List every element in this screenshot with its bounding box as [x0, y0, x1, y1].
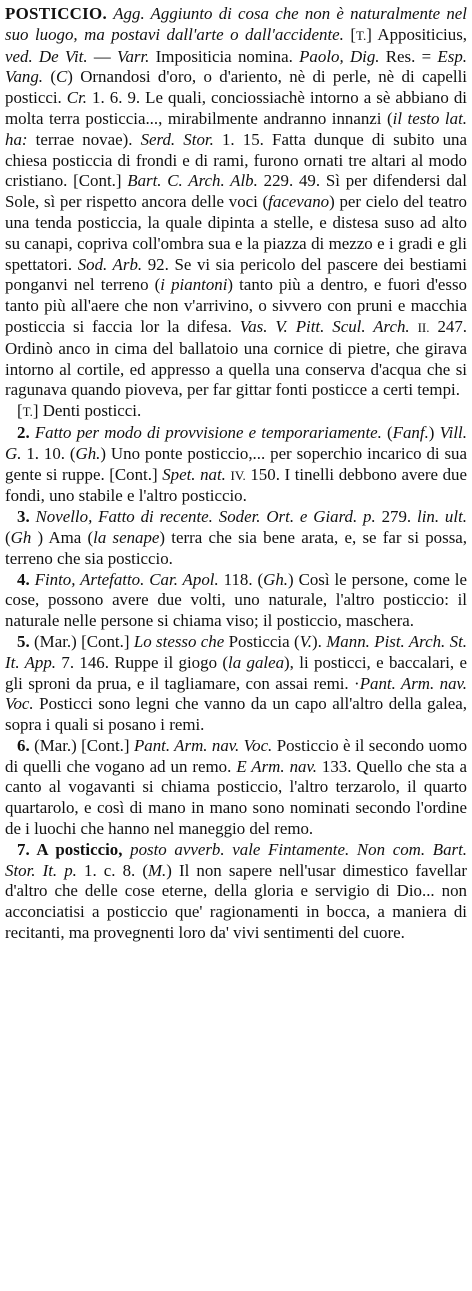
entry-sense-4: 4. Finto, Artefatto. Car. Apol. 118. (Gh.) Così le persone, come le cose, possono avere due volti, uno naturale, l'altro posticcio: il naturale nelle persone si chiama viso; il posticcio, maschera. [5, 569, 468, 631]
entry-sense-6: 6. (Mar.) [Cont.] Pant. Arm. nav. Voc. Posticcio è il secondo uomo di quelli che vogano ad un remo. E Arm. nav. 133. Quello che sta a canto al vogavanti si chiama posticcio, l'altro terzarolo, il quarto quartarolo, e così di mano in mano sono nominati secondo l'ordine de i luochi che hanno nel maneggio del remo. [5, 735, 468, 839]
entry-sense-7: 7. A posticcio, posto avverb. vale Fintamente. Non com. Bart. Stor. It. p. 1. c. 8. (M.) Il non sapere nell'usar dimestico favellar d'altro che delle cose eterne, della gloria e servigio di Dio... non acconciatisi a posticcio que' ragionamenti in bocca, a maniera di recitanti, ma provegnenti loro da' vivi sentimenti del cuore. [5, 839, 467, 943]
entry-sense-3: 3. Novello, Fatto di recente. Soder. Ort. e Giard. p. 279. lin. ult. (Gh ) Ama (la senape) terra che sia bene arata, e, se far si possa, terreno che sia posticcio. [5, 507, 467, 568]
entry-sense-2: 2. Fatto per modo di provvisione e temporariamente. (Fanf.) Vill. G. 1. 10. (Gh.) Uno ponte posticcio,... per soperchio incarico di sua gente si ruppe. [Cont.] Spet. nat. IV. 150. I tinelli debbono avere due fondi, uno stabile e l'altro posticcio. [5, 422, 467, 506]
entry-definition-main: POSTICCIO. Agg. Aggiunto di cosa che non è naturalmente nel suo luogo, ma postavi dall'arte o dall'accidente. [T.] Appositicius, ved. De Vit. — Varr. Impositicia nomina. Paolo, Dig. Res. = Esp. Vang. (C) Ornandosi d'oro, o d'ariento, nè di perle, nè di capelli posticci. Cr. 1. 6. 9. Le quali, conciossiachè intorno a sè abbiano di molta terra posticcia..., mirabilmente andranno innanzi (il testo lat. ha: terrae novae). Serd. Stor. 1. 15. Fatta dunque di subito una chiesa posticcia di frondi e di rami, furono ornati tre altari al modo cristiano. [Cont.] Bart. C. Arch. Alb. 229. 49. Sì per difendersi dal Sole, sì per rispetto ancora delle voci (facevano) per cielo del teatro una tenda posticcia, la quale dipinta a stelle, e distesa suso ad alto su canapi, copriva coll'ombra sua e la piazza di mezzo e i gradi e gli spettatori. Sod. Arb. 92. Se vi sia pericolo del pascere dei bestiami ponganvi nel terreno (i piantoni) tanto più a dentro, e fuori d'esso tanto più all'aere che non v'arrivino, o sivvero con pruni e macchia posticcia si faccia lor la difesa. Vas. V. Pitt. Scul. Arch. II. 247. Ordinò anco in cima del ballatoio una cornice di pietre, che girava intorno al cortile, ed appresso a quella una conserva d'acqua che si ragunava quando pioveva, per far gittar fonti posticce a certi tempi. [5, 4, 468, 400]
entry-sense-5: 5. (Mar.) [Cont.] Lo stesso che Posticcia (V.). Mann. Pist. Arch. St. It. App. 7. 146. Ruppe il giogo (la galea), li posticci, e baccalari, e gli sproni da prua, e il tagliamare, con assai remi. ·Pant. Arm. nav. Voc. Posticci sono legni che vanno da un capo all'altro della galea, sopra i quali si posano i remi. [5, 631, 467, 735]
dictionary-entry-posticcio [5, 4, 467, 944]
entry-subsense-denti-posticci: [T.] Denti posticci. [17, 401, 142, 421]
